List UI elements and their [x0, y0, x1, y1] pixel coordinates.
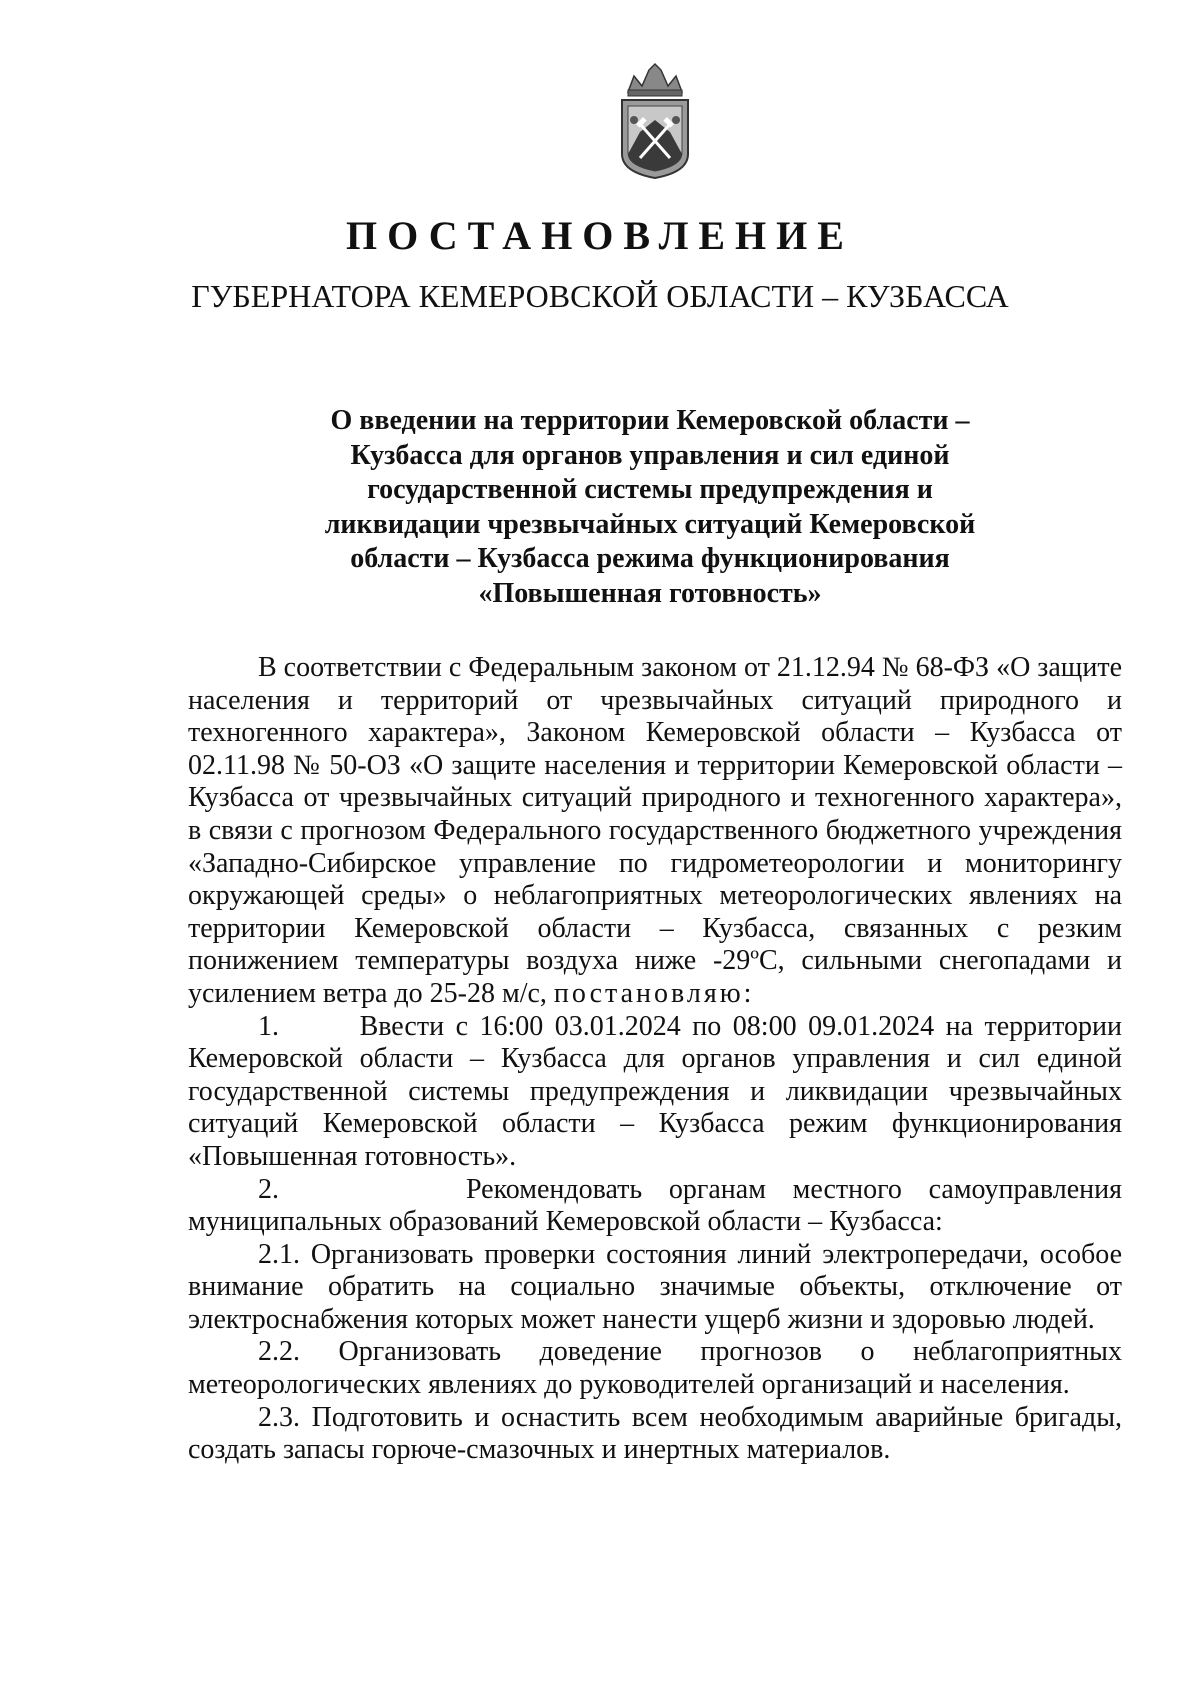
item-text: Организовать доведение прогнозов о неблагоприятных метеорологических явлениях до руководителей организаций и населения.	[188, 1336, 1122, 1401]
item-text: Организовать проверки состояния линий электропередачи, особое внимание обратить на социально значимые объекты, отключение от электроснабжения которых может нанести ущерб жизни и здоровью людей.	[188, 1238, 1123, 1335]
item-number: 2.	[258, 1173, 279, 1205]
item-number: 1.	[258, 1010, 279, 1042]
item-text: Рекомендовать органам местного самоуправления муниципальных образований Кемеровской области – Кузбасса:	[188, 1173, 1122, 1238]
preamble-paragraph	[188, 652, 1122, 1011]
kuzbass-coat-of-arms-icon	[618, 62, 692, 180]
preamble-text: В соответствии с Федеральным законом от 21.12.94 № 68-ФЗ «О защите населения и территорий от чрезвычайных ситуаций природного и техногенного характера», Законом Кемеровской области – Кузбасса от 02.11.98 № 50-ОЗ «О защите населения и территории Кемеровской области – Кузбасса от чрезвычайных ситуаций природного и техногенного характера», в связи с прогнозом Федерального государственного бюджетного учреждения «Западно-Сибирское управление по гидрометеорологии и мониторингу окружающей среды» о неблагоприятных метеорологических явлениях на территории Кемеровской области – Кузбасса, связанных с резким понижением температуры воздуха ниже -29ºС, сильными снегопадами и усилением ветра до 25-28 м/с,	[188, 652, 1122, 1009]
item-text: Ввести с 16:00 03.01.2024 по 08:00 09.01.2024 на территории Кемеровской области – Кузбасса для органов управления и сил единой государственной системы предупреждения и ликвидации чрезвычайных ситуаций Кемеровской области – Кузбасса режим функционирования «Повышенная готовность».	[188, 1010, 1123, 1172]
list-item	[188, 1402, 1122, 1467]
list-item	[188, 1239, 1122, 1337]
list-item	[188, 1336, 1122, 1401]
document-heading: О введении на территории Кемеровской области – Кузбасса для органов управления и сил единой государственной системы предупреждения и ликвидации чрезвычайных ситуаций Кемеровской области – Кузбасса режима функционирования «Повышенная готовность»	[324, 405, 976, 609]
document-body	[188, 652, 1122, 1467]
item-number: 2.1.	[258, 1238, 300, 1270]
list-item	[188, 1011, 1122, 1174]
issuer-subtitle: ГУБЕРНАТОРА КЕМЕРОВСКОЙ ОБЛАСТИ – КУЗБАССА	[191, 278, 1009, 314]
item-text: Подготовить и оснастить всем необходимым аварийные бригады, создать запасы горюче-смазочных и инертных материалов.	[188, 1401, 1123, 1466]
list-item	[188, 1174, 1122, 1239]
item-number: 2.3.	[258, 1401, 300, 1433]
document-type-title: ПОСТАНОВЛЕНИЕ	[346, 213, 854, 258]
item-number: 2.2.	[258, 1336, 300, 1368]
decree-word: постановляю:	[553, 977, 755, 1009]
